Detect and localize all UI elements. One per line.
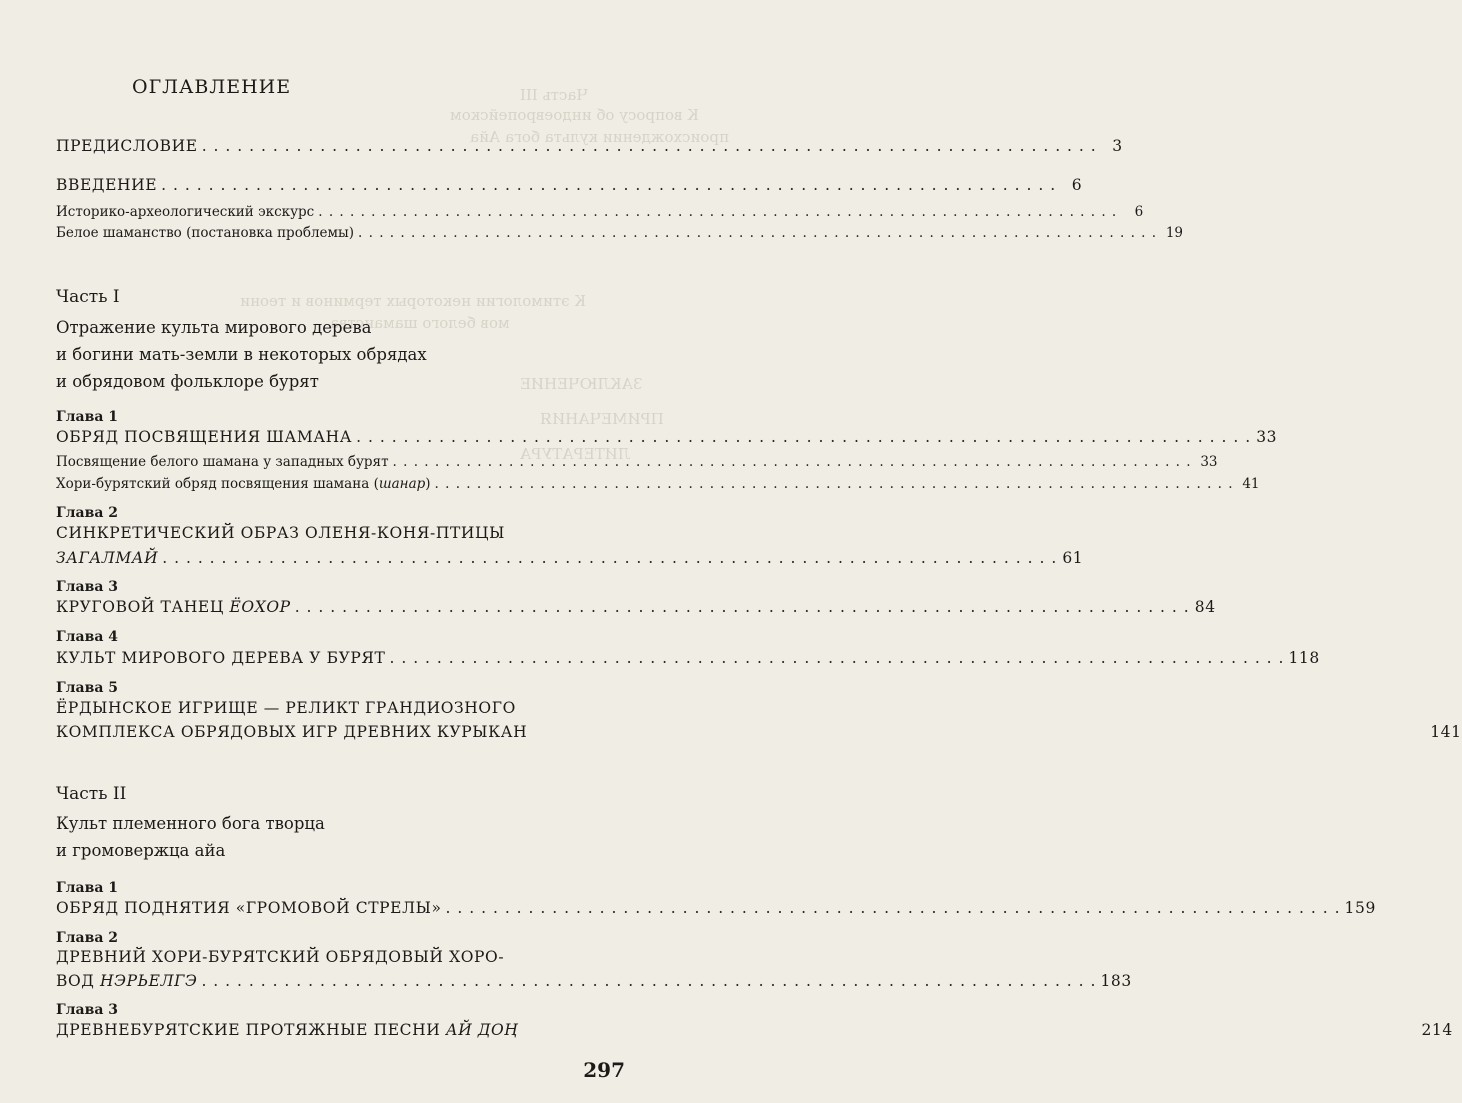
part-1-heading: Часть I <box>56 287 120 307</box>
toc-entry-ch5[interactable] <box>56 723 1462 741</box>
leader-dots <box>318 204 1117 220</box>
leader-dots <box>201 972 1096 990</box>
entry-label: Белое шаманство (постановка проблемы) <box>56 225 355 241</box>
part-1-description <box>56 314 576 395</box>
leader-dots <box>295 598 1190 616</box>
chapter-label: Глава 3 <box>56 579 119 595</box>
ch2-title-line1: СИНКРЕТИЧЕСКИЙ ОБРАЗ ОЛЕНЯ-КОНЯ-ПТИЦЫ <box>56 524 505 542</box>
toc-entry-introduction[interactable] <box>56 176 1083 194</box>
entry-label: ОБРЯД ПОДНЯТИЯ «ГРОМОВОЙ СТРЕЛЫ» <box>56 899 442 917</box>
chapter-label: Глава 1 <box>56 409 119 425</box>
leader-dots <box>393 454 1192 470</box>
entry-label-text: ДРЕВНЕБУРЯТСКИЕ ПРОТЯЖНЫЕ ПЕСНИ <box>56 1021 446 1039</box>
entry-label: ПРЕДИСЛОВИЕ <box>56 137 198 155</box>
leader-dots <box>161 176 1056 194</box>
part-1-desc-line: Отражение культа мирового дерева <box>56 318 372 337</box>
chapter-label: Глава 2 <box>56 930 119 946</box>
entry-label <box>56 476 431 492</box>
leader-dots <box>202 137 1097 155</box>
bleed-through-text: ПРИМЕЧАНИЯ <box>540 410 664 428</box>
entry-page: 3 <box>1112 137 1123 155</box>
entry-label-text: КРУГОВОЙ ТАНЕЦ <box>56 598 230 616</box>
part-2-desc-line: Культ племенного бога творца <box>56 814 325 833</box>
toc-entry-p2-ch1[interactable] <box>56 899 1376 917</box>
toc-entry-ch1-sub2[interactable] <box>56 476 1260 492</box>
page-number: 297 <box>583 1058 625 1082</box>
bleed-through-text: происхождении культа бога Айа <box>470 128 730 146</box>
entry-page: 159 <box>1344 899 1376 917</box>
entry-label-italic: шанар <box>378 476 426 492</box>
entry-label: ЗАГАЛМАЙ <box>56 549 159 567</box>
chapter-label: Глава 4 <box>56 629 119 645</box>
toc-entry-excursus[interactable] <box>56 204 1144 220</box>
part-1-desc-line: и богини мать-земли в некоторых обрядах <box>56 345 427 364</box>
entry-label: Историко-археологический экскурс <box>56 204 315 220</box>
page-title: ОГЛАВЛЕНИЕ <box>132 76 292 98</box>
part-1-desc-line: и обрядовом фольклоре бурят <box>56 372 319 391</box>
part-2-desc-line: и громовержца айа <box>56 841 226 860</box>
entry-label: ОБРЯД ПОСВЯЩЕНИЯ ШАМАНА <box>56 428 353 446</box>
entry-page: 118 <box>1288 649 1320 667</box>
entry-page: 61 <box>1062 549 1084 567</box>
p2-ch2-title-line1: ДРЕВНИЙ ХОРИ-БУРЯТСКИЙ ОБРЯДОВЫЙ ХОРО- <box>56 948 505 966</box>
entry-label-end: ) <box>425 476 431 492</box>
entry-label-italic: АЙ ДОҢ <box>445 1021 519 1039</box>
leader-dots <box>435 476 1234 492</box>
entry-label: Посвящение белого шамана у западных бурят <box>56 454 389 470</box>
entry-label <box>56 1021 518 1039</box>
entry-page: 141 <box>1430 723 1462 741</box>
toc-entry-ch4[interactable] <box>56 649 1320 667</box>
ch5-title-line1: ЁРДЫНСКОЕ ИГРИЩЕ — РЕЛИКТ ГРАНДИОЗНОГО <box>56 699 516 717</box>
entry-page: 84 <box>1194 598 1216 616</box>
chapter-label: Глава 5 <box>56 680 119 696</box>
leader-dots <box>446 899 1341 917</box>
entry-page: 41 <box>1242 476 1260 492</box>
bleed-through-text: Часть III <box>520 86 588 104</box>
bleed-through-text: ЛИТЕРАТУРА <box>520 445 631 463</box>
entry-page: 6 <box>1134 204 1144 220</box>
entry-page: 183 <box>1100 972 1132 990</box>
entry-label: КУЛЬТ МИРОВОГО ДЕРЕВА У БУРЯТ <box>56 649 386 667</box>
entry-page: 19 <box>1165 225 1184 241</box>
toc-entry-ch2[interactable] <box>56 549 1084 567</box>
chapter-label: Глава 2 <box>56 505 119 521</box>
entry-page: 6 <box>1071 176 1083 194</box>
entry-label <box>56 972 197 990</box>
toc-entry-white-shamanism[interactable] <box>56 225 1184 241</box>
entry-page: 214 <box>1421 1021 1453 1039</box>
chapter-label: Глава 1 <box>56 880 119 896</box>
part-2-description <box>56 810 576 864</box>
entry-label: КОМПЛЕКСА ОБРЯДОВЫХ ИГР ДРЕВНИХ КУРЫКАН <box>56 723 528 741</box>
entry-label-text: ВОД <box>56 972 101 990</box>
leader-dots <box>358 225 1157 241</box>
toc-entry-ch3[interactable] <box>56 598 1216 616</box>
entry-label <box>56 598 291 616</box>
chapter-label: Глава 3 <box>56 1002 119 1018</box>
toc-entry-p2-ch3[interactable] <box>56 1021 1453 1039</box>
bleed-through-text: К вопросу об индоевропейском <box>450 106 699 124</box>
bleed-through-text: мов белого шаманства <box>330 314 510 332</box>
toc-entry-p2-ch2[interactable] <box>56 972 1132 990</box>
leader-dots <box>356 428 1251 446</box>
entry-page: 33 <box>1200 454 1218 470</box>
entry-label: ВВЕДЕНИЕ <box>56 176 158 194</box>
entry-label-italic: НЭРЬЕЛГЭ <box>100 972 198 990</box>
part-2-heading: Часть II <box>56 784 127 804</box>
toc-entry-ch1[interactable] <box>56 428 1278 446</box>
entry-label-text: Хори-бурятский обряд посвящения шамана ( <box>56 476 379 492</box>
bleed-through-text: ЗАКЛЮЧЕНИЕ <box>520 375 643 393</box>
entry-page: 33 <box>1256 428 1278 446</box>
entry-label-italic: ЁОХОР <box>229 598 291 616</box>
leader-dots <box>389 649 1284 667</box>
bleed-through-text: К этимологии некоторых терминов и теони <box>240 292 586 310</box>
leader-dots <box>162 549 1057 567</box>
